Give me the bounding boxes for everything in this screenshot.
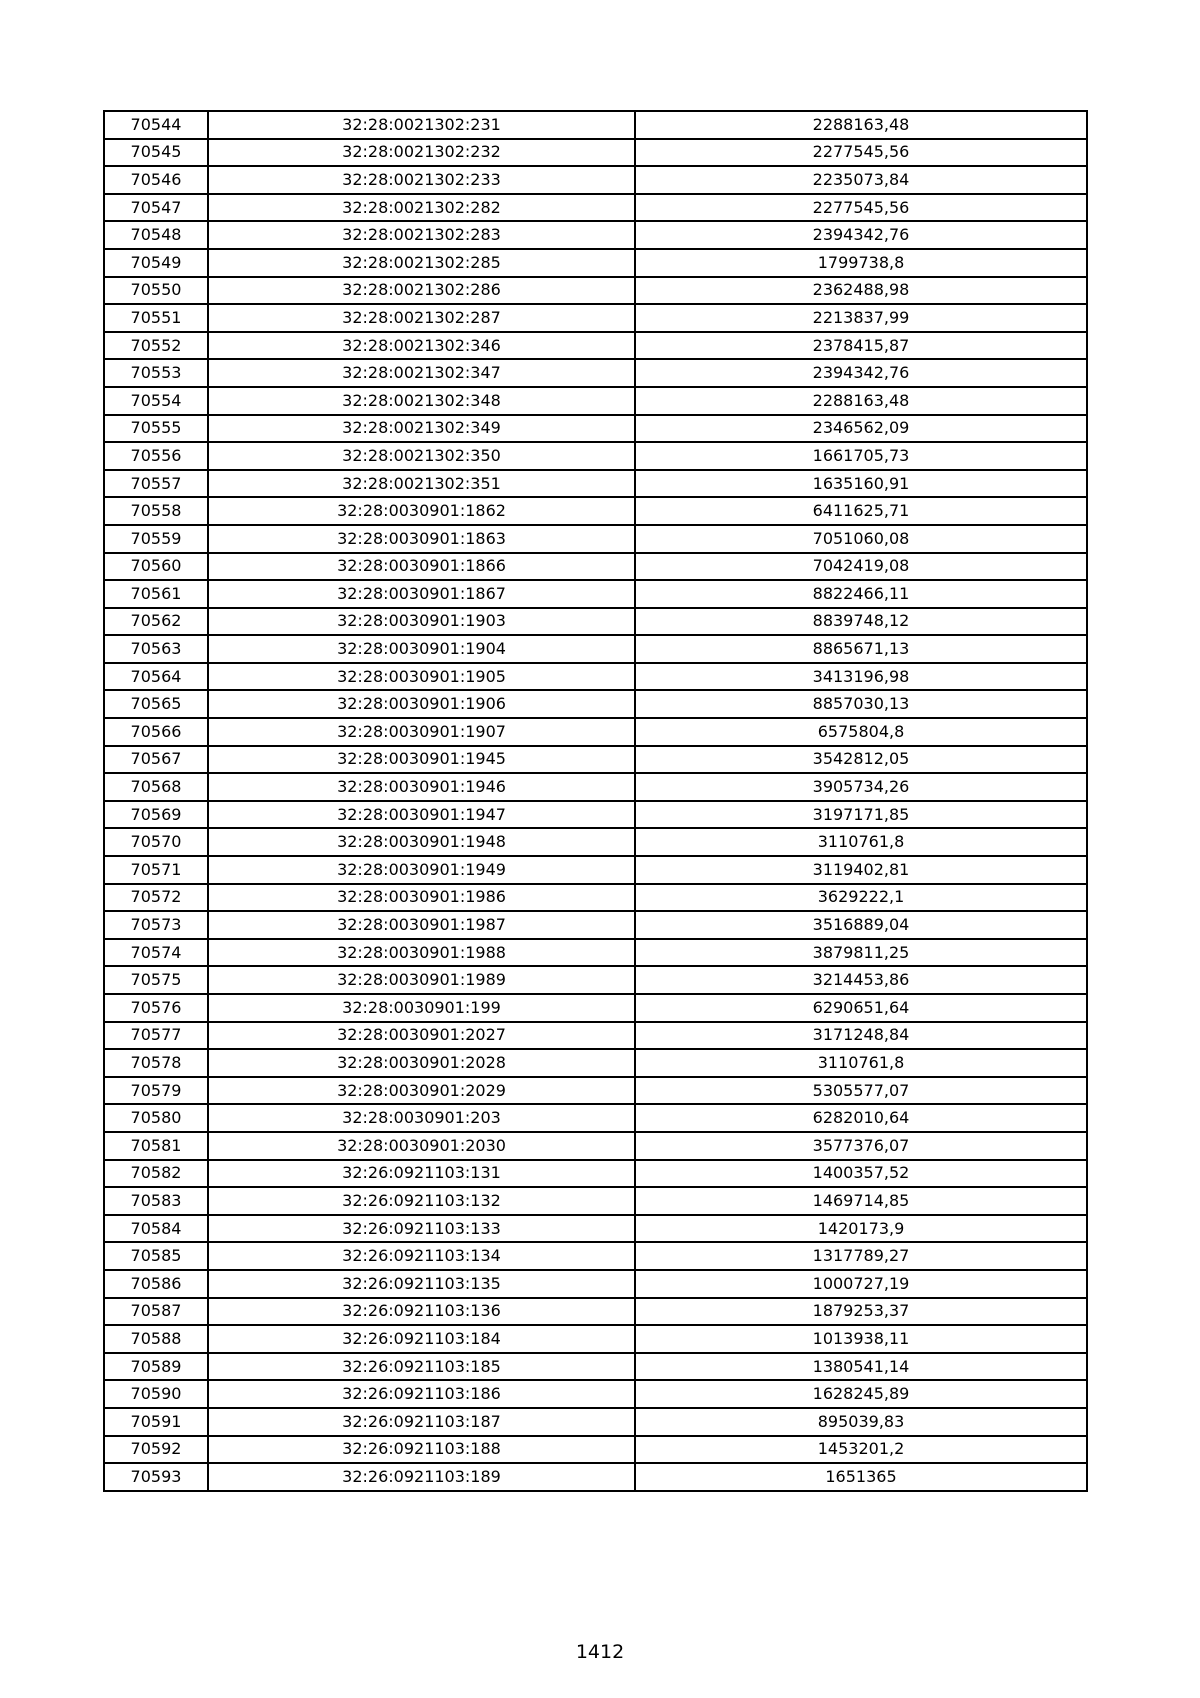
row-number-cell: 70546: [104, 166, 208, 194]
cadastral-number-cell: 32:28:0021302:232: [208, 139, 635, 167]
value-cell: 6282010,64: [635, 1104, 1087, 1132]
value-cell: 3171248,84: [635, 1022, 1087, 1050]
table-row: [104, 470, 1087, 498]
table-row: [104, 139, 1087, 167]
value-cell: 1420173,9: [635, 1215, 1087, 1243]
table-row: [104, 1215, 1087, 1243]
cadastral-number-cell: 32:26:0921103:189: [208, 1463, 635, 1491]
row-number-cell: 70544: [104, 111, 208, 139]
table-row: [104, 828, 1087, 856]
value-cell: 2277545,56: [635, 139, 1087, 167]
cadastral-number-cell: 32:28:0030901:1949: [208, 856, 635, 884]
cadastral-number-cell: 32:28:0021302:283: [208, 221, 635, 249]
table-row: [104, 1408, 1087, 1436]
cadastral-number-cell: 32:28:0030901:1867: [208, 580, 635, 608]
value-cell: 7051060,08: [635, 525, 1087, 553]
table-row: [104, 939, 1087, 967]
row-number-cell: 70577: [104, 1022, 208, 1050]
cadastral-number-cell: 32:28:0030901:1948: [208, 828, 635, 856]
row-number-cell: 70560: [104, 553, 208, 581]
cadastral-number-cell: 32:28:0030901:1945: [208, 746, 635, 774]
row-number-cell: 70592: [104, 1436, 208, 1464]
row-number-cell: 70556: [104, 442, 208, 470]
cadastral-number-cell: 32:28:0021302:286: [208, 277, 635, 305]
table-row: [104, 1104, 1087, 1132]
table-row: [104, 1436, 1087, 1464]
cadastral-number-cell: 32:26:0921103:133: [208, 1215, 635, 1243]
value-cell: 2394342,76: [635, 359, 1087, 387]
cadastral-number-cell: 32:28:0030901:1905: [208, 663, 635, 691]
row-number-cell: 70547: [104, 194, 208, 222]
row-number-cell: 70549: [104, 249, 208, 277]
value-cell: 3879811,25: [635, 939, 1087, 967]
cadastral-number-cell: 32:26:0921103:185: [208, 1353, 635, 1381]
value-cell: 2235073,84: [635, 166, 1087, 194]
cadastral-number-cell: 32:28:0030901:2027: [208, 1022, 635, 1050]
value-cell: 2288163,48: [635, 387, 1087, 415]
cadastral-number-cell: 32:26:0921103:184: [208, 1325, 635, 1353]
value-cell: 2394342,76: [635, 221, 1087, 249]
row-number-cell: 70557: [104, 470, 208, 498]
table-row: [104, 1049, 1087, 1077]
value-cell: 1000727,19: [635, 1270, 1087, 1298]
row-number-cell: 70585: [104, 1242, 208, 1270]
row-number-cell: 70568: [104, 773, 208, 801]
table-row: [104, 277, 1087, 305]
value-cell: 1661705,73: [635, 442, 1087, 470]
value-cell: 3629222,1: [635, 884, 1087, 912]
value-cell: 3110761,8: [635, 828, 1087, 856]
row-number-cell: 70590: [104, 1380, 208, 1408]
value-cell: 6575804,8: [635, 718, 1087, 746]
cadastral-number-cell: 32:28:0021302:348: [208, 387, 635, 415]
row-number-cell: 70566: [104, 718, 208, 746]
cadastral-number-cell: 32:28:0030901:1988: [208, 939, 635, 967]
row-number-cell: 70554: [104, 387, 208, 415]
value-cell: 2277545,56: [635, 194, 1087, 222]
value-cell: 8822466,11: [635, 580, 1087, 608]
value-cell: 3542812,05: [635, 746, 1087, 774]
value-cell: 895039,83: [635, 1408, 1087, 1436]
row-number-cell: 70593: [104, 1463, 208, 1491]
table-row: [104, 773, 1087, 801]
table-row: [104, 415, 1087, 443]
value-cell: 1879253,37: [635, 1298, 1087, 1326]
row-number-cell: 70558: [104, 497, 208, 525]
cadastral-number-cell: 32:26:0921103:131: [208, 1160, 635, 1188]
table-row: [104, 1380, 1087, 1408]
table-row: [104, 387, 1087, 415]
table-row: [104, 249, 1087, 277]
row-number-cell: 70583: [104, 1187, 208, 1215]
row-number-cell: 70545: [104, 139, 208, 167]
table-row: [104, 332, 1087, 360]
cadastral-number-cell: 32:26:0921103:134: [208, 1242, 635, 1270]
table-row: [104, 1242, 1087, 1270]
table-row: [104, 1132, 1087, 1160]
table-row: [104, 194, 1087, 222]
cadastral-number-cell: 32:26:0921103:187: [208, 1408, 635, 1436]
value-cell: 2346562,09: [635, 415, 1087, 443]
table-row: [104, 1160, 1087, 1188]
row-number-cell: 70591: [104, 1408, 208, 1436]
value-cell: 7042419,08: [635, 553, 1087, 581]
cadastral-number-cell: 32:28:0021302:351: [208, 470, 635, 498]
value-cell: 2378415,87: [635, 332, 1087, 360]
cadastral-number-cell: 32:28:0030901:2028: [208, 1049, 635, 1077]
value-cell: 8865671,13: [635, 635, 1087, 663]
row-number-cell: 70575: [104, 966, 208, 994]
cadastral-number-cell: 32:28:0030901:1987: [208, 911, 635, 939]
table-row: [104, 497, 1087, 525]
cadastral-number-cell: 32:28:0030901:1946: [208, 773, 635, 801]
value-cell: 3197171,85: [635, 801, 1087, 829]
cadastral-number-cell: 32:28:0030901:1866: [208, 553, 635, 581]
row-number-cell: 70564: [104, 663, 208, 691]
value-cell: 5305577,07: [635, 1077, 1087, 1105]
row-number-cell: 70589: [104, 1353, 208, 1381]
value-cell: 2288163,48: [635, 111, 1087, 139]
row-number-cell: 70580: [104, 1104, 208, 1132]
cadastral-number-cell: 32:28:0021302:287: [208, 304, 635, 332]
value-cell: 8857030,13: [635, 690, 1087, 718]
table-row: [104, 1463, 1087, 1491]
table-row: [104, 580, 1087, 608]
table-row: [104, 1298, 1087, 1326]
value-cell: 1317789,27: [635, 1242, 1087, 1270]
table-row: [104, 525, 1087, 553]
row-number-cell: 70584: [104, 1215, 208, 1243]
cadastral-number-cell: 32:28:0021302:350: [208, 442, 635, 470]
cadastral-number-cell: 32:28:0030901:1903: [208, 608, 635, 636]
cadastral-number-cell: 32:26:0921103:132: [208, 1187, 635, 1215]
row-number-cell: 70572: [104, 884, 208, 912]
value-cell: 3516889,04: [635, 911, 1087, 939]
cadastral-number-cell: 32:26:0921103:136: [208, 1298, 635, 1326]
cadastral-number-cell: 32:28:0030901:1947: [208, 801, 635, 829]
table-row: [104, 1187, 1087, 1215]
table-row: [104, 690, 1087, 718]
row-number-cell: 70562: [104, 608, 208, 636]
row-number-cell: 70565: [104, 690, 208, 718]
row-number-cell: 70561: [104, 580, 208, 608]
row-number-cell: 70553: [104, 359, 208, 387]
table-row: [104, 1353, 1087, 1381]
row-number-cell: 70551: [104, 304, 208, 332]
value-cell: 3119402,81: [635, 856, 1087, 884]
value-cell: 3413196,98: [635, 663, 1087, 691]
row-number-cell: 70555: [104, 415, 208, 443]
table-row: [104, 994, 1087, 1022]
table-row: [104, 553, 1087, 581]
row-number-cell: 70569: [104, 801, 208, 829]
row-number-cell: 70576: [104, 994, 208, 1022]
table-row: [104, 718, 1087, 746]
row-number-cell: 70563: [104, 635, 208, 663]
table-row: [104, 1325, 1087, 1353]
value-cell: 3214453,86: [635, 966, 1087, 994]
table-row: [104, 635, 1087, 663]
cadastral-number-cell: 32:28:0021302:346: [208, 332, 635, 360]
row-number-cell: 70548: [104, 221, 208, 249]
cadastral-number-cell: 32:28:0030901:1862: [208, 497, 635, 525]
cadastral-number-cell: 32:28:0030901:1906: [208, 690, 635, 718]
row-number-cell: 70586: [104, 1270, 208, 1298]
table-row: [104, 304, 1087, 332]
row-number-cell: 70574: [104, 939, 208, 967]
value-cell: 1799738,8: [635, 249, 1087, 277]
row-number-cell: 70573: [104, 911, 208, 939]
cadastral-number-cell: 32:28:0030901:199: [208, 994, 635, 1022]
row-number-cell: 70588: [104, 1325, 208, 1353]
data-table: [103, 110, 1088, 1492]
table-row: [104, 801, 1087, 829]
row-number-cell: 70552: [104, 332, 208, 360]
row-number-cell: 70587: [104, 1298, 208, 1326]
row-number-cell: 70570: [104, 828, 208, 856]
value-cell: 1380541,14: [635, 1353, 1087, 1381]
table-row: [104, 966, 1087, 994]
cadastral-number-cell: 32:28:0030901:203: [208, 1104, 635, 1132]
value-cell: 6411625,71: [635, 497, 1087, 525]
row-number-cell: 70559: [104, 525, 208, 553]
table-row: [104, 221, 1087, 249]
table-row: [104, 1270, 1087, 1298]
table-row: [104, 911, 1087, 939]
table-body: [104, 111, 1087, 1491]
value-cell: 1651365: [635, 1463, 1087, 1491]
table-row: [104, 1077, 1087, 1105]
table-row: [104, 1022, 1087, 1050]
cadastral-number-cell: 32:26:0921103:186: [208, 1380, 635, 1408]
cadastral-number-cell: 32:28:0021302:282: [208, 194, 635, 222]
row-number-cell: 70582: [104, 1160, 208, 1188]
table-row: [104, 608, 1087, 636]
cadastral-number-cell: 32:28:0030901:1907: [208, 718, 635, 746]
cadastral-number-cell: 32:26:0921103:135: [208, 1270, 635, 1298]
row-number-cell: 70571: [104, 856, 208, 884]
table-row: [104, 111, 1087, 139]
cadastral-number-cell: 32:28:0030901:1863: [208, 525, 635, 553]
row-number-cell: 70579: [104, 1077, 208, 1105]
value-cell: 2213837,99: [635, 304, 1087, 332]
cadastral-number-cell: 32:28:0021302:347: [208, 359, 635, 387]
table-row: [104, 442, 1087, 470]
value-cell: 1013938,11: [635, 1325, 1087, 1353]
value-cell: 1400357,52: [635, 1160, 1087, 1188]
cadastral-number-cell: 32:28:0021302:349: [208, 415, 635, 443]
row-number-cell: 70578: [104, 1049, 208, 1077]
table-row: [104, 166, 1087, 194]
value-cell: 3905734,26: [635, 773, 1087, 801]
table-row: [104, 856, 1087, 884]
table-row: [104, 359, 1087, 387]
cadastral-number-cell: 32:28:0030901:1904: [208, 635, 635, 663]
cadastral-number-cell: 32:28:0030901:2030: [208, 1132, 635, 1160]
value-cell: 1453201,2: [635, 1436, 1087, 1464]
row-number-cell: 70550: [104, 277, 208, 305]
table-row: [104, 746, 1087, 774]
value-cell: 1635160,91: [635, 470, 1087, 498]
value-cell: 1469714,85: [635, 1187, 1087, 1215]
cadastral-number-cell: 32:28:0030901:1989: [208, 966, 635, 994]
cadastral-number-cell: 32:28:0030901:2029: [208, 1077, 635, 1105]
table-row: [104, 884, 1087, 912]
cadastral-number-cell: 32:28:0021302:233: [208, 166, 635, 194]
cadastral-number-cell: 32:28:0030901:1986: [208, 884, 635, 912]
value-cell: 2362488,98: [635, 277, 1087, 305]
row-number-cell: 70581: [104, 1132, 208, 1160]
value-cell: 3110761,8: [635, 1049, 1087, 1077]
value-cell: 8839748,12: [635, 608, 1087, 636]
value-cell: 1628245,89: [635, 1380, 1087, 1408]
cadastral-number-cell: 32:26:0921103:188: [208, 1436, 635, 1464]
cadastral-number-cell: 32:28:0021302:231: [208, 111, 635, 139]
table-row: [104, 663, 1087, 691]
page-number: 1412: [575, 1641, 625, 1663]
value-cell: 6290651,64: [635, 994, 1087, 1022]
value-cell: 3577376,07: [635, 1132, 1087, 1160]
row-number-cell: 70567: [104, 746, 208, 774]
cadastral-number-cell: 32:28:0021302:285: [208, 249, 635, 277]
